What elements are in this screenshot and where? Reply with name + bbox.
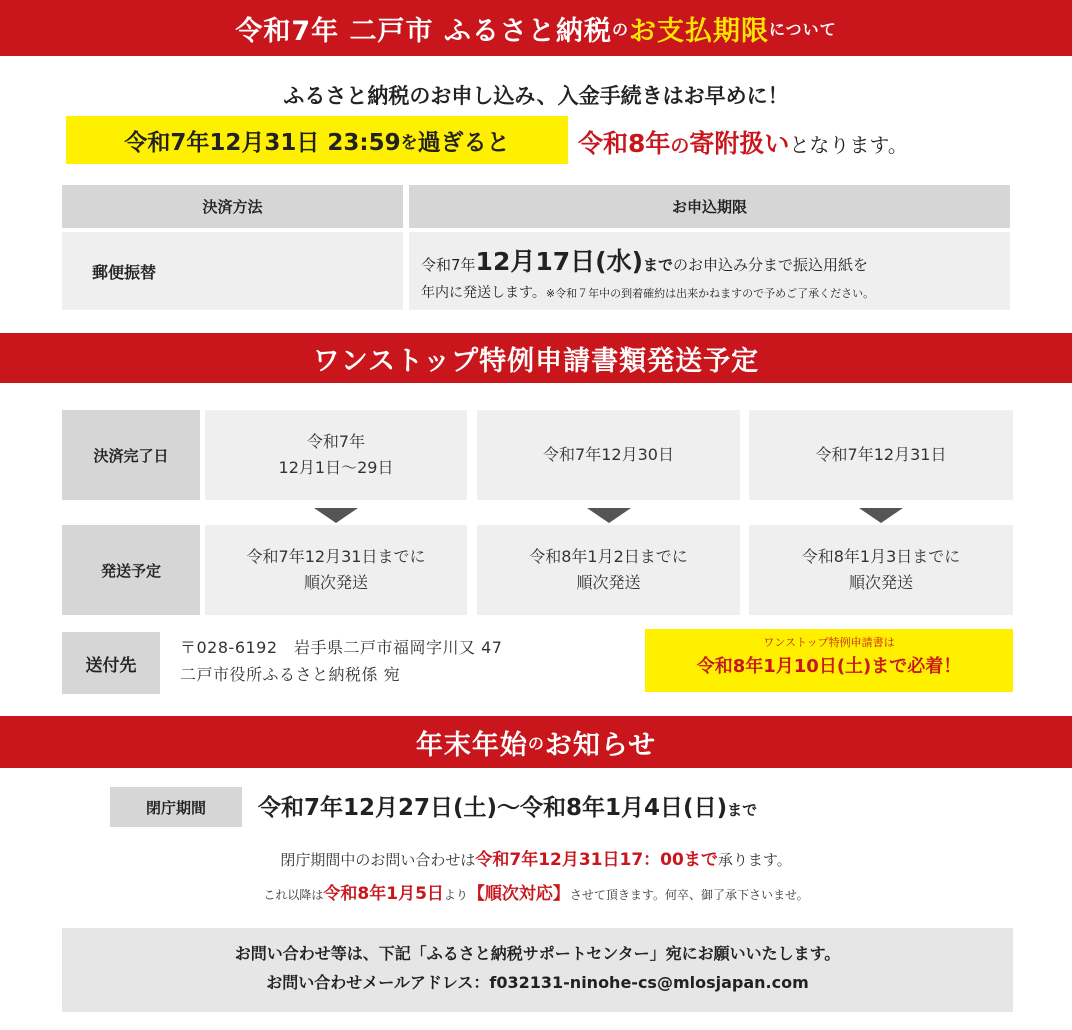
down-arrow-icon [314,508,358,523]
deadline-date-big: 12月17日 [475,247,596,276]
notice2-mid: より [443,888,468,902]
notice2-pre: これ以降は [263,888,324,902]
deadline-highlight-box [66,116,568,164]
ship-cell-2-line1: 令和8年1月2日までに [529,547,688,567]
onestop-large: 令和8年1月10日(土)まで必着！ [696,656,962,677]
next-label: 寄附扱い [689,129,790,158]
lead-text: ふるさと納税のお申し込み、入金手続きはお早めに！ [283,84,789,108]
method-cell: 郵便振替 [62,232,403,310]
down-arrow-icon [587,508,631,523]
next-tail: となります。 [789,133,908,157]
paid-cell-1-line2: 12月1日〜29日 [278,458,394,477]
paid-cell-3 [749,410,1013,500]
notice-line1 [0,845,1072,870]
deadline-cell [409,232,1010,310]
closed-label: 閉庁期間 [110,787,242,827]
notice2-red1: 令和8年1月5日 [323,884,444,904]
deadline-line1 [421,242,998,278]
deadline-line2-text: 年内に発送します。 [421,285,546,301]
paid-cell-2-line1: 令和7年12月30日 [543,445,674,465]
next-particle: の [670,135,690,157]
banner3-part1: 年末年始 [415,729,528,761]
footer-line1: お問い合わせ等は、下記「ふるさと納税サポートセンター」宛にお願いいたします。 [234,944,841,963]
header-deadline: お申込期限 [409,185,1010,228]
notice1-red: 令和7年12月31日17：00まで [475,850,718,870]
notice2-red2: 【順次対応】 [467,884,570,904]
deadline-made: まで [643,256,674,274]
notice2-post: させて頂きます。何卒、御了承下さいませ。 [569,888,809,902]
deadline-note: ※令和７年中の到着確約は出来かねますので予めご了承ください。 [545,287,875,300]
next-year-notice [578,124,908,160]
closed-period [258,789,757,822]
ship-cell-1-line1: 令和7年12月31日までに [246,547,426,567]
banner3-particle: の [527,733,545,753]
banner1-tail: について [768,19,837,39]
address-label: 送付先 [62,632,160,694]
next-year: 令和8年 [578,129,671,158]
banner3-part2: お知らせ [544,729,657,761]
row-label-ship: 発送予定 [62,525,200,615]
footer-email[interactable]: お問い合わせメールアドレス：f032131-ninohe-cs@mlosjapan.com [266,972,809,992]
paid-cell-2 [477,410,740,500]
notice1-pre: 閉庁期間中のお問い合わせは [280,851,476,869]
onestop-small: ワンストップ特例申請書は [763,636,895,649]
notice1-post: 承ります。 [717,851,792,869]
deadline-dow: (水) [595,247,643,276]
onestop-deadline-box [645,629,1013,692]
paid-cell-1-line1: 令和7年 [306,432,366,452]
deadline-line2 [421,282,998,302]
deadline-rest: のお申込み分まで振込用紙を [673,256,869,274]
row-label-paid: 決済完了日 [62,410,200,500]
banner1-particle: の [611,19,629,39]
header-method: 決済方法 [62,185,403,228]
deadline-verb: 過ぎると [417,129,510,156]
address-line2: 二戸市役所ふるさと納税係 宛 [180,665,401,685]
contact-footer [62,928,1013,1012]
closed-period-dates: 令和7年12月27日(土)〜令和8年1月4日(日) [258,795,728,821]
paid-cell-1 [205,410,467,500]
deadline-prefix: 令和7年 [421,256,476,274]
banner1-highlight: お支払期限 [628,15,769,47]
ship-cell-1-line2: 順次発送 [303,573,368,592]
down-arrow-icon [859,508,903,523]
ship-cell-2 [477,525,740,615]
ship-cell-3 [749,525,1013,615]
notice-line2 [0,879,1072,904]
ship-cell-2-line2: 順次発送 [576,573,641,592]
paid-cell-3-line1: 令和7年12月31日 [815,445,947,465]
banner2-title: ワンストップ特例申請書類発送予定 [312,345,760,377]
address-line1: 〒028-6192 岩手県二戸市福岡字川又 47 [180,638,503,657]
address-block [180,634,502,688]
holiday-notice-banner [0,716,1072,768]
ship-cell-1 [205,525,467,615]
banner1-title: 令和7年 二戸市 ふるさと納税 [235,15,612,47]
closed-period-made: まで [727,801,758,819]
ship-cell-3-line2: 順次発送 [848,573,913,592]
payment-deadline-banner [0,0,1072,56]
deadline-date: 令和7年12月31日 23:59 [124,129,401,156]
deadline-particle: を [400,132,418,153]
onestop-banner [0,333,1072,383]
ship-cell-3-line1: 令和8年1月3日までに [801,547,961,567]
